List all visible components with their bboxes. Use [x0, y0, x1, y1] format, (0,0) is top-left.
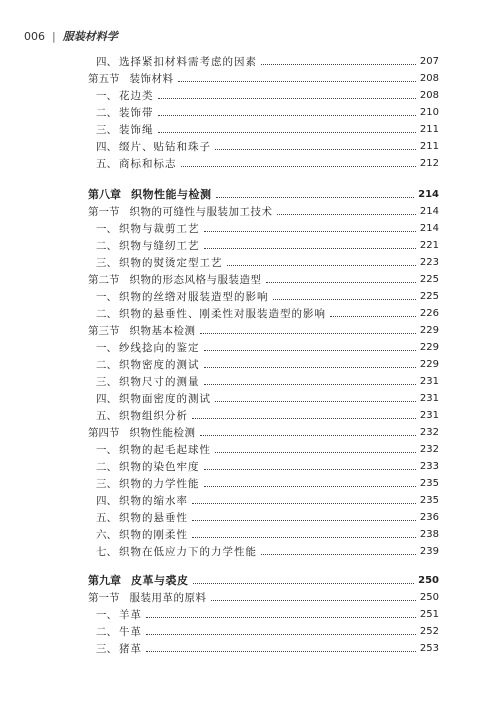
toc-item-entry[interactable]: [96, 476, 439, 492]
entry-label: 第三节: [88, 325, 120, 337]
entry-page-number: 229: [419, 325, 439, 336]
entry-label: 三、: [96, 478, 117, 490]
toc-item-entry[interactable]: [96, 510, 439, 526]
toc-item-entry[interactable]: [96, 527, 439, 543]
entry-label: 四、: [96, 393, 117, 405]
toc-item-entry[interactable]: [96, 238, 439, 254]
toc-item-entry[interactable]: [96, 221, 439, 237]
dot-leader: [192, 417, 416, 419]
entry-page-number: 250: [418, 575, 439, 586]
entry-page-number: 251: [419, 609, 439, 620]
toc-item-entry[interactable]: [96, 408, 439, 424]
dot-leader: [215, 451, 416, 453]
entry-title: 织物的悬垂性: [119, 512, 188, 524]
entry-page-number: 221: [419, 240, 439, 251]
entry-page-number: 252: [419, 626, 439, 637]
toc-item-entry[interactable]: [96, 493, 439, 509]
toc-item-entry[interactable]: [96, 357, 439, 373]
entry-title: 织物与裁剪工艺: [119, 223, 200, 235]
entry-title: 装饰材料: [129, 73, 174, 85]
dot-leader: [178, 80, 416, 82]
dot-leader: [227, 264, 416, 266]
entry-page-number: 214: [419, 206, 439, 217]
toc-chapter-entry[interactable]: [88, 187, 439, 203]
entry-title: 装饰绳: [119, 124, 154, 136]
entry-title: 织物面密度的测试: [119, 393, 211, 405]
entry-page-number: 214: [418, 189, 439, 200]
entry-page-number: 211: [419, 141, 439, 152]
entry-title: 织物的熨烫定型工艺: [119, 257, 223, 269]
header-divider: |: [52, 29, 56, 43]
entry-page-number: 250: [419, 592, 439, 603]
entry-title: 织物的丝绺对服装造型的影响: [119, 291, 269, 303]
entry-title: 织物尺寸的测量: [119, 376, 200, 388]
dot-leader: [273, 298, 416, 300]
dot-leader: [146, 650, 416, 652]
dot-leader: [277, 213, 416, 215]
entry-label: 第八章: [88, 188, 121, 201]
entry-title: 织物的刚柔性: [119, 529, 188, 541]
entry-label: 二、: [96, 626, 117, 638]
toc-section-entry[interactable]: [88, 590, 439, 606]
dot-leader: [261, 63, 416, 65]
dot-leader: [204, 383, 416, 385]
entry-label: 三、: [96, 257, 117, 269]
toc-item-entry[interactable]: [96, 641, 439, 657]
entry-title: 织物与缝纫工艺: [119, 240, 200, 252]
entry-title: 选择紧扣材料需考虑的因素: [119, 56, 257, 68]
dot-leader: [204, 230, 416, 232]
entry-page-number: 238: [419, 529, 439, 540]
entry-page-number: 211: [419, 124, 439, 135]
dot-leader: [204, 468, 416, 470]
entry-title: 织物在低应力下的力学性能: [119, 546, 257, 558]
entry-page-number: 212: [419, 158, 439, 169]
entry-title: 织物密度的测试: [119, 359, 200, 371]
toc-section-entry[interactable]: [88, 71, 439, 87]
entry-title: 商标和标志: [119, 158, 177, 170]
toc-item-entry[interactable]: [96, 374, 439, 390]
entry-label: 第九章: [88, 574, 121, 587]
entry-title: 织物的悬垂性、刚柔性对服装造型的影响: [119, 308, 326, 320]
toc-item-entry[interactable]: [96, 54, 439, 70]
entry-page-number: 235: [419, 495, 439, 506]
entry-title: 纱线捻向的鉴定: [119, 342, 200, 354]
toc-item-entry[interactable]: [96, 122, 439, 138]
entry-label: 第二节: [88, 274, 120, 286]
entry-title: 织物性能检测: [129, 427, 196, 439]
dot-leader: [204, 485, 416, 487]
entry-label: 一、: [96, 291, 117, 303]
entry-page-number: 214: [419, 223, 439, 234]
dot-leader: [193, 582, 415, 584]
entry-page-number: 233: [419, 461, 439, 472]
entry-label: 四、: [96, 495, 117, 507]
entry-label: 第五节: [88, 73, 120, 85]
entry-page-number: 229: [419, 342, 439, 353]
entry-label: 七、: [96, 546, 117, 558]
entry-label: 第一节: [88, 592, 120, 604]
dot-leader: [330, 315, 416, 317]
entry-label: 第四节: [88, 427, 120, 439]
dot-leader: [158, 97, 416, 99]
entry-label: 一、: [96, 342, 117, 354]
dot-leader: [192, 502, 416, 504]
running-header: [24, 28, 118, 44]
toc-item-entry[interactable]: [96, 306, 439, 322]
entry-label: 二、: [96, 359, 117, 371]
entry-title: 织物基本检测: [129, 325, 196, 337]
dot-leader: [216, 196, 415, 198]
toc-item-entry[interactable]: [96, 442, 439, 458]
entry-page-number: 207: [419, 56, 439, 67]
toc-section-entry[interactable]: [88, 204, 439, 220]
entry-title: 织物的染色牢度: [119, 461, 200, 473]
entry-page-number: 229: [419, 359, 439, 370]
entry-title: 织物组织分析: [119, 410, 188, 422]
toc-chapter-entry[interactable]: [88, 573, 439, 589]
toc-item-entry[interactable]: [96, 544, 439, 560]
toc-section-entry[interactable]: [88, 272, 439, 288]
entry-page-number: 226: [419, 308, 439, 319]
entry-label: 一、: [96, 90, 117, 102]
toc-item-entry[interactable]: [96, 289, 439, 305]
entry-label: 第一节: [88, 206, 120, 218]
dot-leader: [200, 332, 416, 334]
entry-title: 织物的缩水率: [119, 495, 188, 507]
entry-title: 猪革: [119, 643, 142, 655]
dot-leader: [192, 519, 416, 521]
entry-page-number: 208: [419, 73, 439, 84]
entry-title: 花边类: [119, 90, 154, 102]
entry-title: 羊革: [119, 609, 142, 621]
dot-leader: [200, 434, 416, 436]
dot-leader: [215, 148, 416, 150]
toc-item-entry[interactable]: [96, 391, 439, 407]
entry-page-number: 225: [419, 274, 439, 285]
entry-title: 缀片、贴钻和珠子: [119, 141, 211, 153]
entry-label: 四、: [96, 141, 117, 153]
entry-label: 一、: [96, 223, 117, 235]
entry-label: 二、: [96, 461, 117, 473]
entry-title: 牛革: [119, 626, 142, 638]
toc-section-entry[interactable]: [88, 425, 439, 441]
toc-item-entry[interactable]: [96, 255, 439, 271]
entry-label: 五、: [96, 410, 117, 422]
toc-item-entry[interactable]: [96, 88, 439, 104]
dot-leader: [266, 281, 416, 283]
entry-label: 五、: [96, 158, 117, 170]
entry-label: 五、: [96, 512, 117, 524]
entry-page-number: 235: [419, 478, 439, 489]
toc-item-entry[interactable]: [96, 340, 439, 356]
dot-leader: [158, 114, 416, 116]
entry-label: 一、: [96, 609, 117, 621]
entry-label: 一、: [96, 444, 117, 456]
entry-label: 三、: [96, 643, 117, 655]
entry-label: 三、: [96, 376, 117, 388]
entry-label: 二、: [96, 107, 117, 119]
entry-title: 织物的力学性能: [119, 478, 200, 490]
dot-leader: [146, 616, 416, 618]
entry-page-number: 253: [419, 643, 439, 654]
dot-leader: [192, 536, 416, 538]
entry-page-number: 210: [419, 107, 439, 118]
toc-item-entry[interactable]: [96, 139, 439, 155]
entry-title: 服装用革的原料: [129, 592, 207, 604]
entry-page-number: 239: [419, 546, 439, 557]
toc-section-entry[interactable]: [88, 323, 439, 339]
entry-title: 织物的起毛起球性: [119, 444, 211, 456]
header-book-title: 服装材料学: [62, 30, 118, 43]
entry-title: 织物性能与检测: [131, 188, 212, 201]
entry-page-number: 232: [419, 427, 439, 438]
entry-title: 织物的形态风格与服装造型: [129, 274, 262, 286]
toc-item-entry[interactable]: [96, 105, 439, 121]
dot-leader: [261, 553, 416, 555]
entry-label: 二、: [96, 308, 117, 320]
dot-leader: [204, 366, 416, 368]
toc-item-entry[interactable]: [96, 156, 439, 172]
dot-leader: [146, 633, 416, 635]
dot-leader: [215, 400, 416, 402]
entry-page-number: 236: [419, 512, 439, 523]
entry-page-number: 225: [419, 291, 439, 302]
toc-item-entry[interactable]: [96, 459, 439, 475]
entry-label: 四、: [96, 56, 117, 68]
entry-title: 装饰带: [119, 107, 154, 119]
dot-leader: [158, 131, 416, 133]
header-page-number: 006: [24, 29, 45, 43]
toc-item-entry[interactable]: [96, 607, 439, 623]
entry-label: 二、: [96, 240, 117, 252]
dot-leader: [211, 599, 416, 601]
entry-label: 六、: [96, 529, 117, 541]
dot-leader: [204, 349, 416, 351]
entry-page-number: 231: [419, 410, 439, 421]
entry-title: 织物的可缝性与服装加工技术: [129, 206, 273, 218]
dot-leader: [181, 165, 416, 167]
entry-page-number: 208: [419, 90, 439, 101]
entry-title: 皮革与裘皮: [131, 574, 189, 587]
entry-page-number: 232: [419, 444, 439, 455]
entry-page-number: 231: [419, 393, 439, 404]
entry-page-number: 231: [419, 376, 439, 387]
dot-leader: [204, 247, 416, 249]
entry-page-number: 223: [419, 257, 439, 268]
entry-label: 三、: [96, 124, 117, 136]
toc-item-entry[interactable]: [96, 624, 439, 640]
